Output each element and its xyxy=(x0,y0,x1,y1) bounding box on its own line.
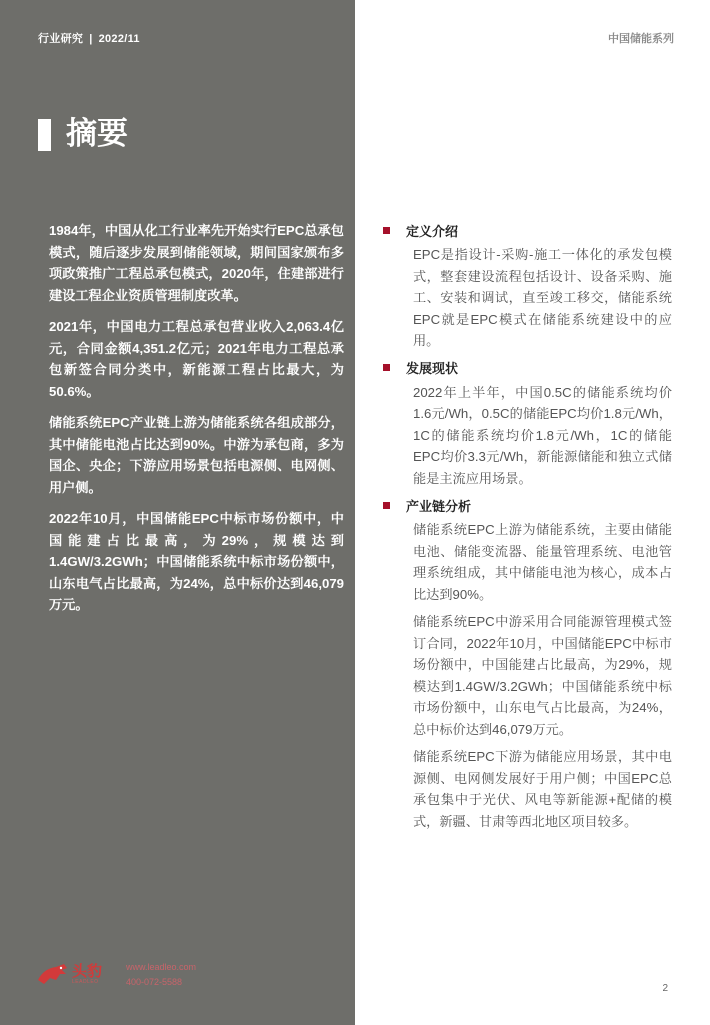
summary-paragraph: 2022年10月，中国储能EPC中标市场份额中，中国能建占比最高，为29%，规模达到1.4GW/3.2GWh；中国储能系统中标市场份额中，山东电气占比最高，为24%，总中标价达到46,079万元。 xyxy=(49,511,344,612)
section-paragraph: 2022年上半年，中国0.5C的储能系统均价1.6元/Wh，0.5C的储能EPC均价1.8元/Wh，1C的储能系统均价1.8元/Wh，1C的储能EPC均价3.3元/Wh，新能源储能和独立式储能是主流应用场景。 xyxy=(413,384,672,486)
section-body xyxy=(380,382,672,490)
detail-column xyxy=(380,220,672,838)
section-title: 产业链分析 xyxy=(406,498,472,514)
section-paragraph: EPC是指设计-采购-施工一体化的承发包模式，整套建设流程包括设计、设备采购、施工、安装和调试，直至竣工移交，储能系统EPC就是EPC模式在储能系统建设中的应用。 xyxy=(413,247,672,348)
summary-paragraph: 2021年，中国电力工程总承包营业收入2,063.4亿元，合同金额4,351.2亿元；2021年电力工程总承包新签合同分类中，新能源工程占比最大，为50.6%。 xyxy=(49,319,344,399)
section-paragraph: 储能系统EPC中游采用合同能源管理模式签订合同，2022年10月，中国储能EPC中标市场份额中，中国能建占比最高，为29%，规模达到1.4GW/3.2GWh；中国储能系统中标市场份额中，山东电气占比最高，为24%，总中标价达到46,079万元。 xyxy=(413,614,672,737)
square-bullet-icon xyxy=(383,227,390,234)
report-date: 2022/11 xyxy=(98,33,140,45)
section-industry-chain xyxy=(380,495,672,832)
section-body xyxy=(380,519,672,832)
section-header xyxy=(380,495,672,515)
square-bullet-icon xyxy=(383,502,390,509)
leadleo-logo xyxy=(36,958,226,994)
section-definition xyxy=(380,220,672,352)
title-bar-decoration xyxy=(38,119,51,151)
logo-phone: 400-072-5588 xyxy=(126,977,183,987)
page-title: 摘要 xyxy=(66,116,128,151)
section-header xyxy=(380,358,672,378)
logo-text: 头豹 xyxy=(72,963,103,980)
section-paragraph: 储能系统EPC上游为储能系统，主要由储能电池、储能变流器、能量管理系统、电池管理系统组成，其中储能电池为核心，成本占比达到90%。 xyxy=(413,522,672,602)
leopard-logo-icon xyxy=(36,958,70,988)
summary-paragraph: 储能系统EPC产业链上游为储能系统各组成部分，其中储能电池占比达到90%。中游为承包商，多为国企、央企；下游应用场景包括电源侧、电网侧、用户侧。 xyxy=(49,415,344,495)
page-number: 2 xyxy=(662,983,668,994)
section-status xyxy=(380,358,672,490)
meta-separator: | xyxy=(89,33,93,45)
square-bullet-icon xyxy=(383,364,390,371)
section-title: 定义介绍 xyxy=(406,223,459,239)
logo-subtext: LEADLEO xyxy=(72,979,99,985)
section-header xyxy=(380,220,672,240)
report-meta xyxy=(38,30,140,46)
report-category: 行业研究 xyxy=(38,33,84,45)
series-label: 中国储能系列 xyxy=(608,33,674,45)
section-title: 发展现状 xyxy=(406,361,459,376)
summary-text xyxy=(49,220,344,626)
section-paragraph: 储能系统EPC下游为储能应用场景，其中电源侧、电网侧发展好于用户侧；中国EPC总承包集中于光伏、风电等新能源+配储的模式，新疆、甘肃等西北地区项目较多。 xyxy=(413,749,672,829)
section-body xyxy=(380,244,672,352)
logo-website: www.leadleo.com xyxy=(126,962,197,972)
summary-paragraph: 1984年，中国从化工行业率先开始实行EPC总承包模式，随后逐步发展到储能领域，期间国家颁布多项政策推广工程总承包模式，2020年，住建部进行建设工程企业资质管理制度改革。 xyxy=(49,223,344,303)
